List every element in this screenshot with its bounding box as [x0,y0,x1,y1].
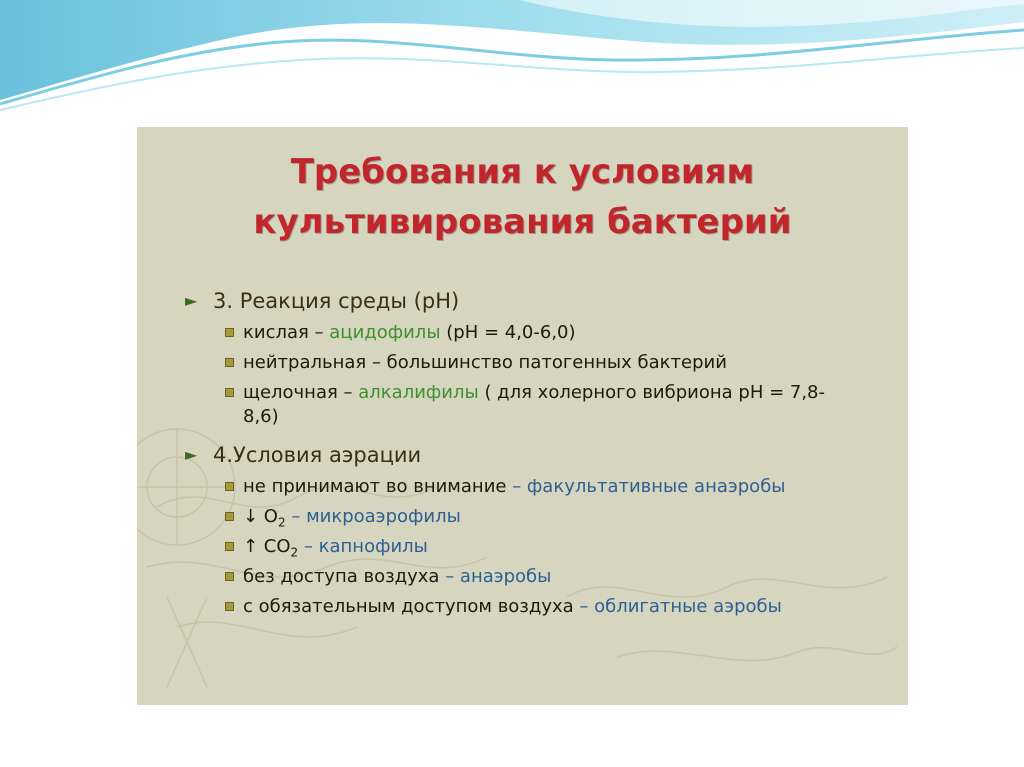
square-bullet-icon [225,482,234,491]
square-bullet-icon [225,602,234,611]
square-bullet-icon [225,542,234,551]
list-item: не принимают во внимание – факультативные анаэробы [185,475,843,499]
list-item: щелочная – алкалифилы ( для холерного вибриона pH = 7,8-8,6) [185,381,843,429]
square-bullet-icon [225,572,234,581]
list-item: без доступа воздуха – анаэробы [185,565,843,589]
list-item: кислая – ацидофилы (pH = 4,0-6,0) [185,321,843,345]
section-heading-aeration: ► 4.Условия аэрации [185,443,422,467]
square-bullet-icon [225,512,234,521]
title-line-1: Требования к условиям [290,152,755,192]
square-bullet-icon [225,388,234,397]
slide-title [137,147,908,247]
triangle-bullet-icon: ► [185,291,198,310]
list-item: ↓ $O_2$ – микроаэрофилы [185,505,843,529]
decorative-wave-header [0,0,1024,120]
slide-panel [137,127,908,705]
title-line-2: культивирования бактерий [253,202,792,242]
slide-body [185,287,885,619]
triangle-bullet-icon: ► [185,445,198,464]
list-item: ↑ $CO_2$ – капнофилы [185,535,843,559]
section-heading-ph: ► 3. Реакция среды (pH) [185,289,460,313]
square-bullet-icon [225,328,234,337]
list-item: нейтральная – большинство патогенных бактерий [185,351,843,375]
list-item: с обязательным доступом воздуха – облигатные аэробы [185,595,843,619]
square-bullet-icon [225,358,234,367]
